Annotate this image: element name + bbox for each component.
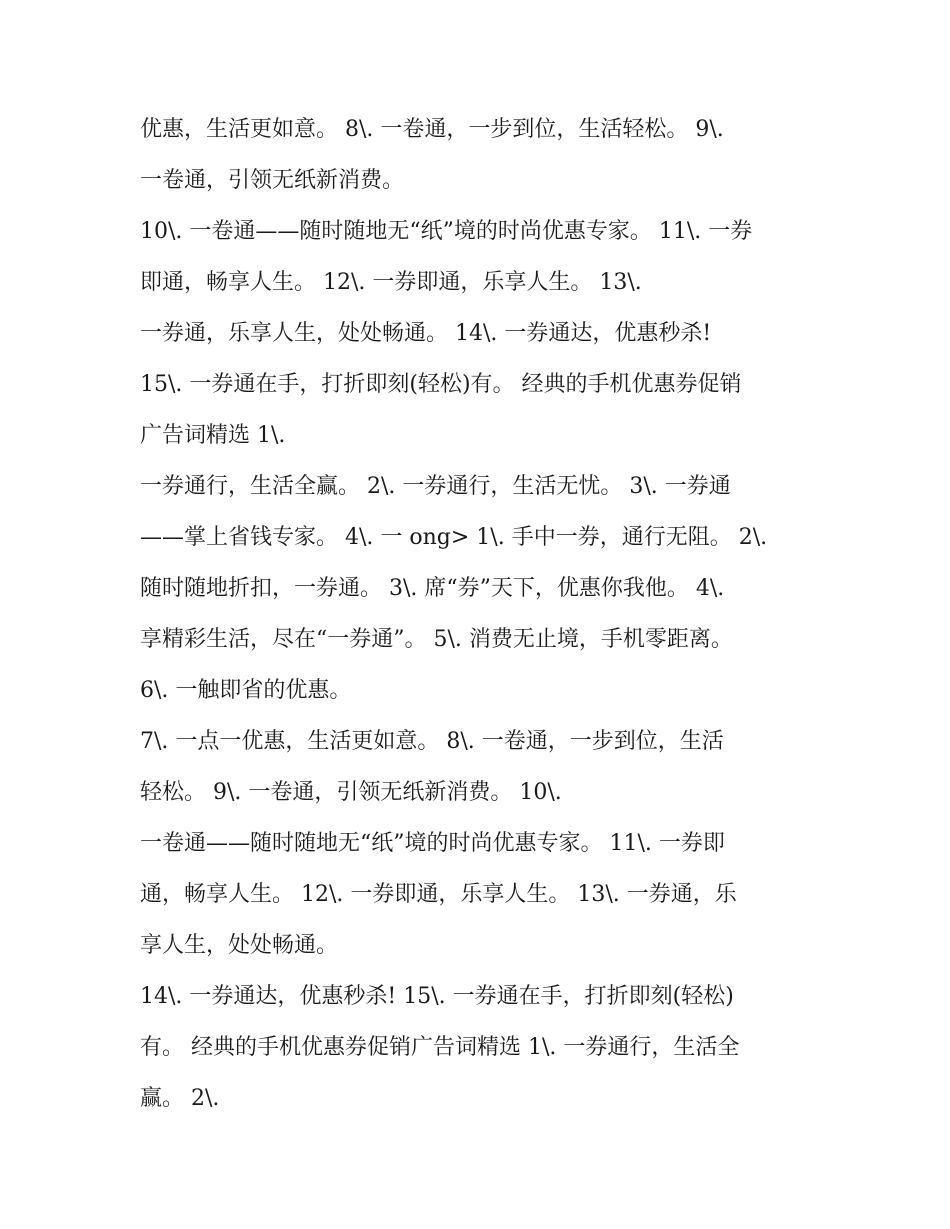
text-line: 随时随地折扣，一券通。 3\. 席“券”天下，优惠你我他。 4\. (140, 576, 725, 601)
text-line: 一券通，乐享人生，处处畅通。 14\. 一券通达，优惠秒杀! (140, 321, 712, 346)
text-line: 轻松。 9\. 一卷通，引领无纸新消费。 10\. (140, 780, 562, 805)
text-line: 15\. 一券通在手，打折即刻(轻松)有。 经典的手机优惠券促销 (140, 372, 742, 397)
text-line: 享精彩生活，尽在“一券通”。 5\. 消费无止境，手机零距离。 (140, 627, 733, 652)
text-line: 通，畅享人生。 12\. 一券即通，乐享人生。 13\. 一券通，乐 (140, 882, 737, 907)
text-line: 6\. 一触即省的优惠。 (140, 678, 352, 703)
text-line: 优惠，生活更如意。 8\. 一卷通，一步到位，生活轻松。 9\. (140, 117, 724, 142)
text-line: 享人生，处处畅通。 (140, 933, 339, 958)
text-line: 即通，畅享人生。 12\. 一券即通，乐享人生。 13\. (140, 270, 642, 295)
text-line: 14\. 一券通达，优惠秒杀! 15\. 一券通在手，打折即刻(轻松) (140, 984, 734, 1009)
text-line: 有。 经典的手机优惠券促销广告词精选 1\. 一券通行，生活全 (140, 1035, 740, 1060)
text-line: ——掌上省钱专家。 4\. 一 ong> 1\. 手中一券，通行无阻。 2\. (140, 525, 768, 550)
text-line: 一卷通——随时随地无“纸”境的时尚优惠专家。 11\. 一券即 (140, 831, 725, 856)
text-line: 一卷通，引领无纸新消费。 (140, 168, 405, 193)
text-line: 10\. 一卷通——随时随地无“纸”境的时尚优惠专家。 11\. 一券 (140, 219, 753, 244)
body-text (140, 110, 820, 1130)
text-line: 赢。 2\. (140, 1086, 220, 1111)
text-line: 7\. 一点一优惠，生活更如意。 8\. 一卷通，一步到位，生活 (140, 729, 724, 754)
text-line: 一券通行，生活全赢。 2\. 一券通行，生活无忧。 3\. 一券通 (140, 474, 731, 499)
text-line: 广告词精选 1\. (140, 423, 286, 448)
